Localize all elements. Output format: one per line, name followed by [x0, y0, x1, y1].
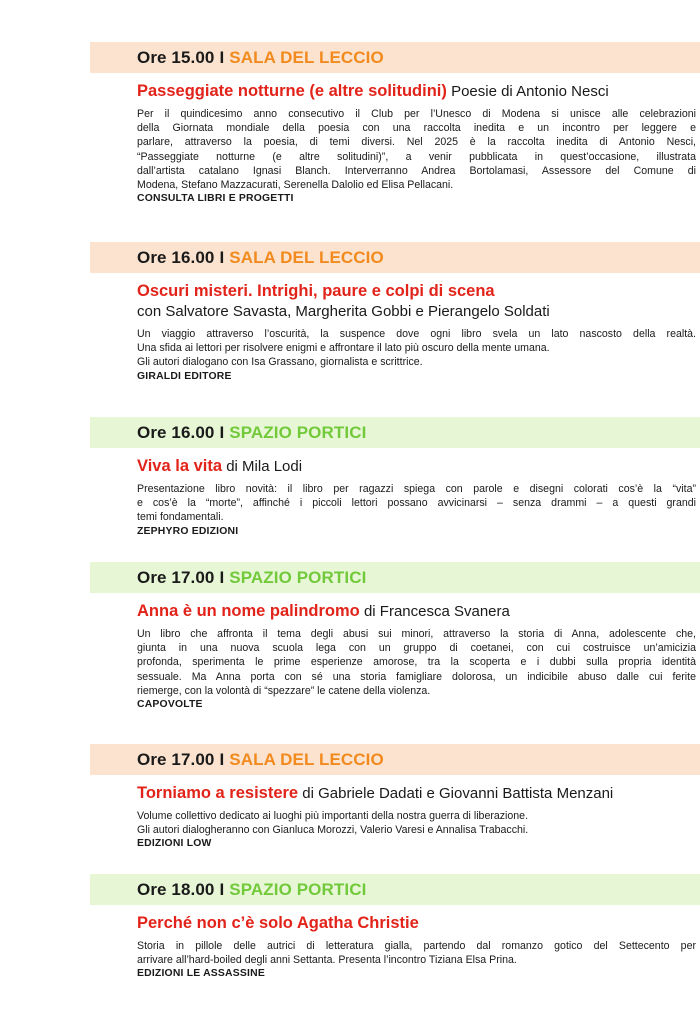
event-venue: SPAZIO PORTICI	[229, 879, 367, 899]
event-1	[90, 42, 700, 206]
description-line: profonda, sperimenta le prime esperienze amorose, tra la scoperta e i dubbi sulla propria identità	[137, 656, 696, 669]
description-line: Un libro che affronta il tema degli abusi sui minori, attraverso la storia di Anna, adolescente che,	[137, 628, 696, 640]
description-line: parlare, attraverso la poesia, di temi diversi. Nel 2025 è la raccolta inedita di Antonio Nesci,	[137, 136, 696, 149]
event-title: Viva la vita	[137, 457, 223, 475]
event-venue: SPAZIO PORTICI	[229, 567, 367, 587]
event-time: Ore 16.00	[137, 247, 215, 267]
description-line: Volume collettivo dedicato ai luoghi più importanti della nostra guerra di liberazione.	[137, 810, 529, 822]
description-line: arrivare all’hard-boiled degli anni Settanta. Presenta l’incontro Tiziana Elsa Prina.	[137, 954, 517, 967]
event-header-band	[90, 42, 700, 73]
event-header-band	[90, 874, 700, 905]
description-line: Una sfida ai lettori per risolvere enigmi e affrontare il lato più oscuro della mente umana.	[137, 342, 550, 355]
event-description	[137, 327, 696, 370]
event-description	[137, 809, 696, 837]
description-line: Modena, Stefano Mazzacurati, Serenella Dalolio ed Elisa Pellacani.	[137, 179, 454, 192]
event-subtitle-line	[137, 303, 696, 321]
event-subtitle: di Mila Lodi	[226, 458, 303, 475]
event-time: Ore 18.00	[137, 879, 215, 899]
event-2	[90, 242, 700, 384]
event-venue: SPAZIO PORTICI	[229, 422, 367, 442]
event-title: Oscuri misteri. Intrighi, paure e colpi di scena	[137, 282, 495, 300]
event-subtitle: Poesie di Antonio Nesci	[451, 83, 609, 100]
event-publisher: CAPOVOLTE	[137, 699, 203, 711]
description-line: giunta in una nuova scuola lega con un gruppo di coetanei, con cui costruisce un’amicizia	[137, 642, 696, 655]
event-time: Ore 15.00	[137, 47, 215, 67]
event-3	[90, 417, 700, 539]
event-title-line	[137, 282, 696, 301]
event-title-line	[137, 82, 696, 101]
event-subtitle: di Gabriele Dadati e Giovanni Battista Menzani	[302, 785, 614, 802]
event-5	[90, 744, 700, 851]
event-publisher: ZEPHYRO EDIZIONI	[137, 525, 239, 537]
event-description	[137, 482, 696, 525]
description-line: temi fondamentali.	[137, 511, 224, 524]
event-header-band	[90, 242, 700, 273]
event-venue: SALA DEL LECCIO	[229, 247, 384, 267]
event-publisher: GIRALDI EDITORE	[137, 370, 232, 382]
event-header-band	[90, 417, 700, 448]
event-publisher: EDIZIONI LE ASSASSINE	[137, 968, 265, 980]
description-line: riemerge, con la volontà di “spezzare” le catene della violenza.	[137, 684, 431, 697]
description-line: Gli autori dialogheranno con Gianluca Morozzi, Valerio Varesi e Annalisa Trabacchi.	[137, 824, 529, 837]
event-description	[137, 939, 696, 967]
description-line: dall’artista catalano Ignasi Blanch. Interverranno Andrea Bortolamasi, Assessore del Comune di	[137, 164, 696, 177]
description-line: “Passeggiate notturne (e altre solitudini)”, a venir pubblicata in quest’occasione, illustrata	[137, 150, 696, 163]
event-title: Anna è un nome palindromo	[137, 602, 360, 620]
event-publisher: EDIZIONI LOW	[137, 838, 212, 850]
description-line: sessuale. Ma Anna porta con sé una storia famigliare dolorosa, un indicibile abuso dalle cui ferite	[137, 670, 696, 683]
event-title-line	[137, 457, 696, 476]
event-time: Ore 17.00	[137, 749, 215, 769]
event-venue: SALA DEL LECCIO	[229, 47, 384, 67]
event-title: Perché non c’è solo Agatha Christie	[137, 914, 419, 932]
event-header-band	[90, 562, 700, 593]
event-time: Ore 17.00	[137, 567, 215, 587]
description-line: della Giornata mondiale della poesia con una raccolta inedita e un incontro per leggere e	[137, 122, 696, 135]
description-line: Storia in pillole delle autrici di letteratura gialla, partendo dal romanzo gotico del Settecento per	[137, 940, 696, 952]
event-title-line	[137, 784, 696, 803]
description-line: Gli autori dialogano con Isa Grassano, giornalista e scrittrice.	[137, 356, 423, 369]
event-title-line	[137, 602, 696, 621]
event-description	[137, 627, 696, 698]
separator: I	[219, 422, 225, 442]
event-subtitle: di Francesca Svanera	[363, 603, 510, 620]
description-line: Per il quindicesimo anno consecutivo il Club per l’Unesco di Modena si unisce alle celebrazioni	[137, 108, 696, 120]
event-time: Ore 16.00	[137, 422, 215, 442]
separator: I	[219, 47, 225, 67]
description-line: Un viaggio attraverso l’oscurità, la suspence dove ogni libro svela un lato nascosto della realtà.	[137, 328, 696, 340]
event-4	[90, 562, 700, 712]
separator: I	[219, 879, 225, 899]
description-line: e cos’è la “morte”, affinché i piccoli lettori possano avvicinarsi – senza drammi – a questi grandi	[137, 497, 696, 510]
event-venue: SALA DEL LECCIO	[229, 749, 384, 769]
event-subtitle: con Salvatore Savasta, Margherita Gobbi e Pierangelo Soldati	[137, 303, 550, 320]
separator: I	[219, 247, 225, 267]
event-title: Torniamo a resistere	[137, 784, 299, 802]
event-6	[90, 874, 700, 981]
event-publisher: CONSULTA LIBRI E PROGETTI	[137, 193, 294, 205]
event-title: Passeggiate notturne (e altre solitudini)	[137, 82, 447, 100]
event-description	[137, 107, 696, 192]
separator: I	[219, 749, 225, 769]
separator: I	[219, 567, 225, 587]
event-title-line	[137, 914, 696, 933]
event-header-band	[90, 744, 700, 775]
description-line: Presentazione libro novità: il libro per ragazzi spiega con parole e disegni colorati cos’è la “vita”	[137, 483, 696, 495]
